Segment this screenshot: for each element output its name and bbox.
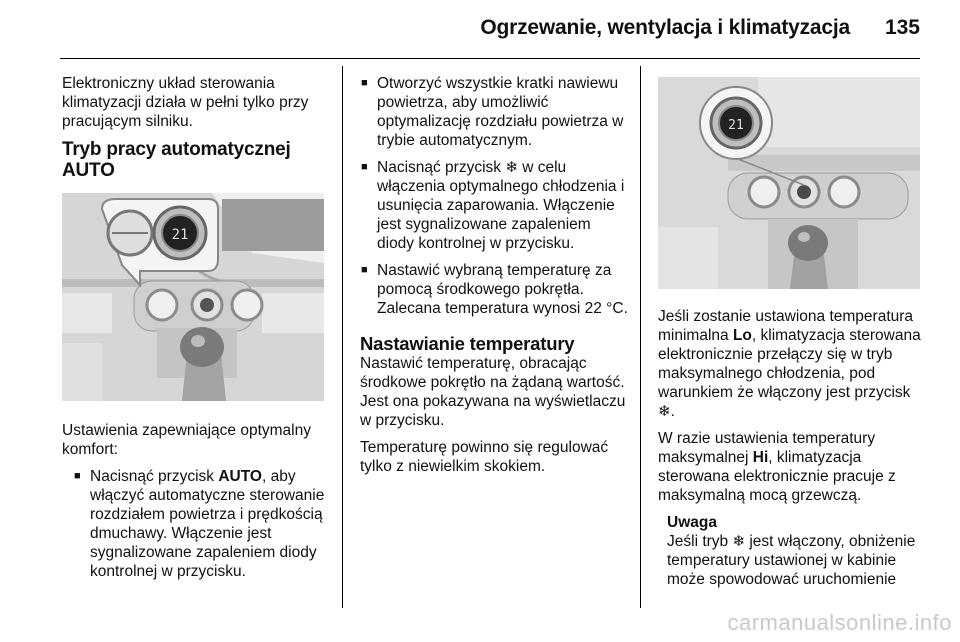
snowflake-icon: ❄ [732,533,746,550]
header-rule [60,58,920,59]
section-heading-auto: Tryb pracy automatycznej AUTO [62,139,291,181]
lo-label: Lo [732,327,752,344]
list-item: ■ Nacisnąć przycisk ❄ w celu włączenia optymalnego chłodzenia i usunięcia zaparowania. Włączenie jest sygnalizowane zapaleniem diody kontrolnej w przycisku. [360,158,628,253]
comfort-list [73,467,327,581]
column-3 [658,74,923,589]
note-title: Uwaga [667,514,717,531]
column-divider-right [640,66,641,608]
intro-paragraph: Elektroniczny układ sterowania klimatyzacji działa w pełni tylko przy pracującym silniku. [62,75,309,130]
section-heading-temperature: Nastawianie temperatury [360,333,575,354]
lo-paragraph: Jeśli zostanie ustawiona temperatura minimalna Lo, klimatyzacja sterowana elektronicznie przełączy się w tryb maksymalnego chłodzenia, pod warunkiem że włączony jest przycisk ❄. [658,308,921,420]
snowflake-icon: ❄ [658,403,671,420]
climate-control-figure-closeup [62,193,324,401]
temperature-paragraph-1: Nastawić temperaturę, obracając środkowe pokrętło na żądaną wartość. Jest ona pokazywana na wyświetlaczu w przycisku. [360,355,626,429]
note-box [667,513,923,589]
auto-label: AUTO [218,468,262,485]
watermark: carmanualsonline.info [727,610,952,635]
snowflake-icon: ❄ [505,159,518,176]
page-number: 135 [884,16,920,39]
note-text: Jeśli tryb ❄ jest włączony, obniżenie temperatury ustawionej w kabinie może spowodować uruchomienie [667,533,916,588]
list-item: ■ Nastawić wybraną temperaturę za pomocą środkowego pokrętła. Zalecana temperatura wynosi 22 °C. [360,261,628,318]
climate-control-figure-console [658,77,920,289]
list-item: ■ Otworzyć wszystkie kratki nawiewu powietrza, aby umożliwić optymalizację rozdziału powietrza w trybie automatycznym. [360,74,628,150]
display-readout: 21 [171,227,189,243]
column-2 [360,74,628,484]
list-item: ■ Nacisnąć przycisk AUTO, aby włączyć automatyczne sterowanie rozdziałem powietrza i prędkością dmuchawy. Włączenie jest sygnalizowane zapaleniem diody kontrolnej w przycisku. [73,467,327,581]
column-1 [62,74,327,589]
display-readout: 21 [728,118,744,133]
hi-paragraph: W razie ustawienia temperatury maksymalnej Hi, klimatyzacja sterowana elektronicznie pracuje z maksymalną mocą grzewczą. [658,430,896,504]
temperature-paragraph-2: Temperaturę powinno się regulować tylko z niewielkim skokiem. [360,439,609,475]
column-divider-left [342,66,343,608]
comfort-paragraph: Ustawienia zapewniające optymalny komfort: [62,422,311,458]
hi-label: Hi [752,449,769,466]
instruction-list [360,74,628,318]
header-title: Ogrzewanie, wentylacja i klimatyzacja [480,16,850,39]
